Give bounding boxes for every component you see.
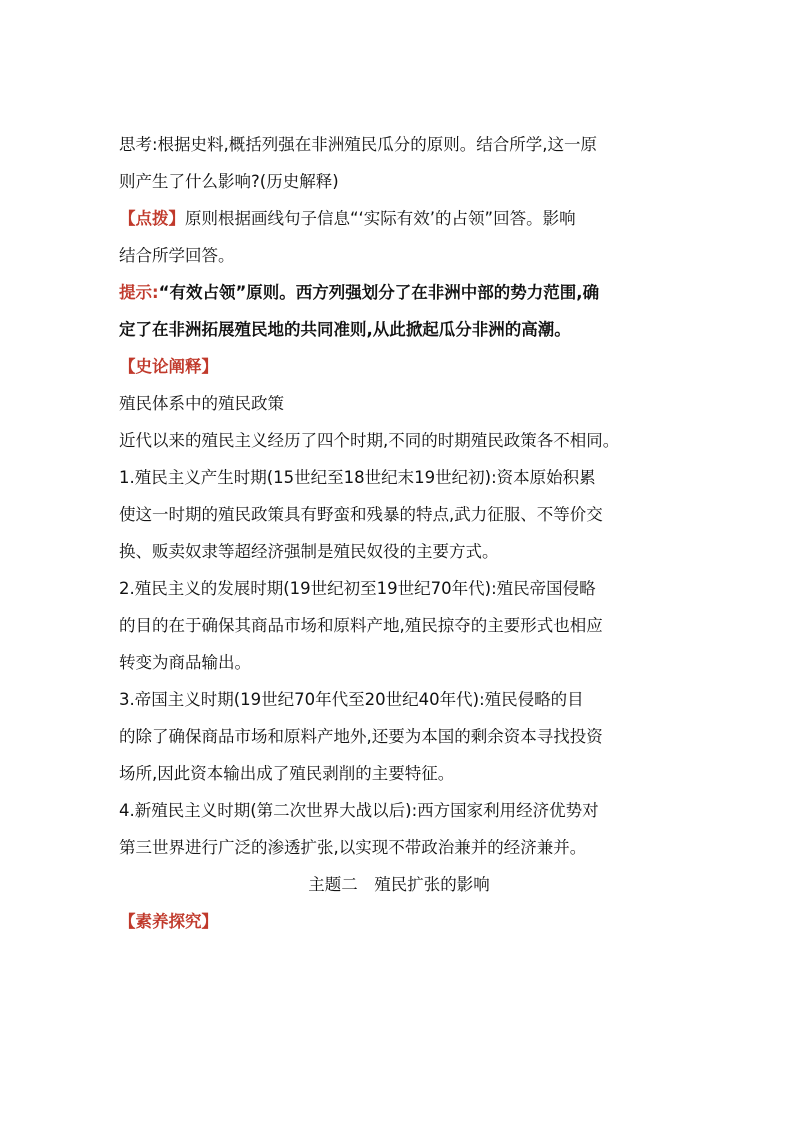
period-3-line-1: 3.帝国主义时期(19世纪70年代至20世纪40年代):殖民侵略的目 [119, 690, 584, 709]
think-line-2: 则产生了什么影响?(历史解释) [119, 172, 339, 191]
section-label-inquiry: 【素养探究】 [119, 912, 218, 931]
period-2-line-1: 2.殖民主义的发展时期(19世纪初至19世纪70年代):殖民帝国侵略 [119, 579, 596, 598]
period-1-line-3: 换、贩卖奴隶等超经济强制是殖民奴役的主要方式。 [119, 542, 499, 561]
hint-label: 【点拨】 [119, 209, 185, 228]
hint-block [119, 200, 679, 274]
period-3 [119, 681, 679, 792]
tip-label: 提示: [119, 283, 159, 302]
period-3-line-2: 的除了确保商品市场和原料产地外,还要为本国的剩余资本寻找投资 [119, 727, 603, 746]
period-1 [119, 459, 679, 570]
theme-heading: 主题二 殖民扩张的影响 [308, 875, 490, 894]
think-line-1: 思考:根据史料,概括列强在非洲殖民瓜分的原则。结合所学,这一原 [119, 135, 598, 154]
hint-line-1 [119, 200, 679, 237]
think-question [119, 126, 679, 200]
hint-text-1: 原则根据画线句子信息“‘实际有效’的占领”回答。影响 [185, 209, 576, 228]
period-3-line-3: 场所,因此资本输出成了殖民剥削的主要特征。 [119, 764, 455, 783]
hint-line-2: 结合所学回答。 [119, 246, 235, 265]
section-subtitle: 殖民体系中的殖民政策 [119, 394, 284, 413]
period-2 [119, 570, 679, 681]
period-1-line-1: 1.殖民主义产生时期(15世纪至18世纪末19世纪初):资本原始积累 [119, 468, 596, 487]
period-4 [119, 792, 679, 866]
tip-line-2: 定了在非洲拓展殖民地的共同准则,从此掀起瓜分非洲的高潮。 [119, 320, 571, 339]
document-body [119, 126, 679, 940]
period-1-line-2: 使这一时期的殖民政策具有野蛮和残暴的特点,武力征服、不等价交 [119, 505, 603, 524]
intro-paragraph: 近代以来的殖民主义经历了四个时期,不同的时期殖民政策各不相同。 [119, 431, 620, 450]
tip-line-1 [119, 274, 679, 311]
tip-block [119, 274, 679, 348]
period-4-line-1: 4.新殖民主义时期(第二次世界大战以后):西方国家利用经济优势对 [119, 801, 599, 820]
period-4-line-2: 第三世界进行广泛的渗透扩张,以实现不带政治兼并的经济兼并。 [119, 838, 587, 857]
tip-text-1: “有效占领”原则。西方列强划分了在非洲中部的势力范围,确 [158, 283, 600, 302]
section-label-history: 【史论阐释】 [119, 357, 218, 376]
period-2-line-3: 转变为商品输出。 [119, 653, 251, 672]
period-2-line-2: 的目的在于确保其商品市场和原料产地,殖民掠夺的主要形式也相应 [119, 616, 603, 635]
